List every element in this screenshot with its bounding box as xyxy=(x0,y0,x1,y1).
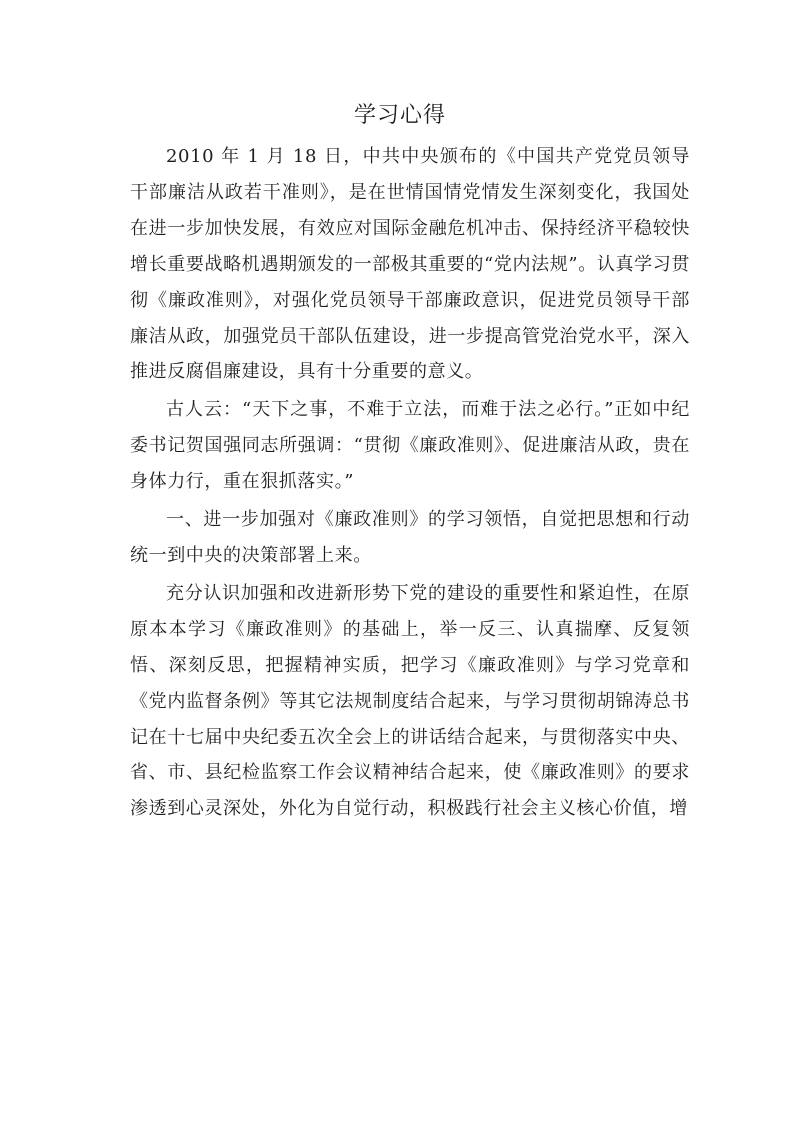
document-body xyxy=(130,139,690,827)
paragraph-4: 充分认识加强和改进新形势下党的建设的重要性和紧迫性，在原原本本学习《廉政准则》的基础上，举一反三、认真揣摩、反复领悟、深刻反思，把握精神实质，把学习《廉政准则》与学习党章和《党内监督条例》等其它法规制度结合起来，与学习贯彻胡锦涛总书记在十七届中央纪委五次全会上的讲话结合起来，与贯彻落实中央、省、市、县纪检监察工作会议精神结合起来，使《廉政准则》的要求渗透到心灵深处，外化为自觉行动，积极践行社会主义核心价值，增 xyxy=(130,582,690,820)
document-title: 学习心得 xyxy=(353,103,446,128)
paragraph-3: 一、进一步加强对《廉政准则》的学习领悟，自觉把思想和行动统一到中央的决策部署上来。 xyxy=(130,509,690,566)
paragraph-2: 古人云：“天下之事，不难于立法，而难于法之必行。”正如中纪委书记贺国强同志所强调：“贯彻《廉政准则》、促进廉洁从政，贵在身体力行，重在狠抓落实。” xyxy=(130,399,690,493)
paragraph-1: 2010 年 1 月 18 日，中共中央颁布的《中国共产党党员领导干部廉洁从政若干准则》，是在世情国情党情发生深刻变化，我国处在进一步加快发展，有效应对国际金融危机冲击、保持经济平稳较快增长重要战略机遇期颁发的一部极其重要的“党内法规”。认真学习贯彻《廉政准则》，对强化党员领导干部廉政意识，促进党员领导干部廉洁从政，加强党员干部队伍建设，进一步提高管党治党水平，深入推进反腐倡廉建设，具有十分重要的意义。 xyxy=(130,146,690,383)
